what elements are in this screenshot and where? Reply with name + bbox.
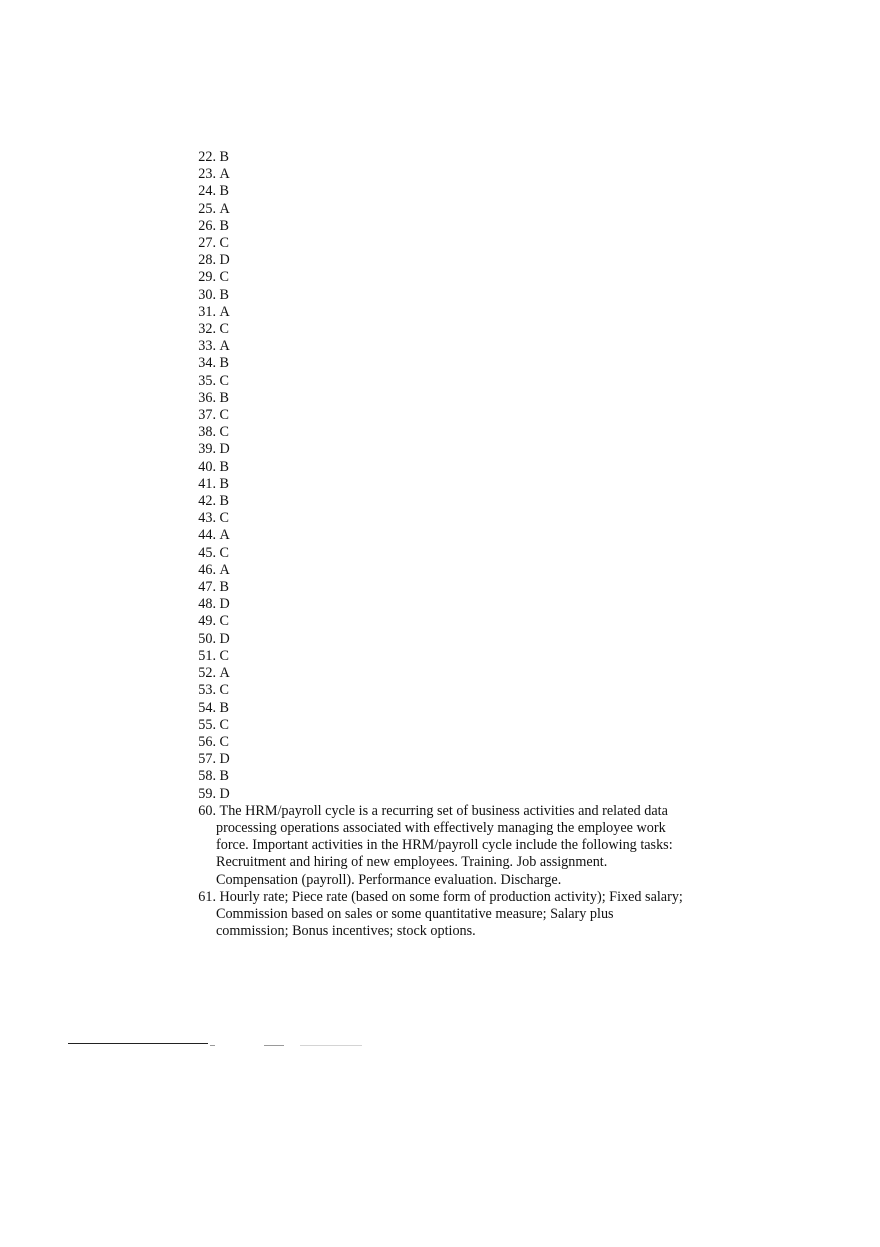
answer-number: 52. [198,665,216,682]
answer-text: A [216,200,230,217]
answer-number: 46. [198,561,216,578]
answer-text: B [216,475,230,492]
answer-text: C [216,424,230,441]
answer-item [190,717,720,734]
answer-item [190,441,720,458]
answer-number: 43. [198,510,216,527]
answer-text: C [216,613,230,630]
answer-number: 39. [198,441,216,458]
answer-number: 40. [198,458,216,475]
answer-text: A [216,561,230,578]
answer-item [190,596,720,613]
answer-text: B [216,493,230,510]
answer-text: B [216,149,230,165]
answer-item [190,390,720,407]
answer-text: B [216,389,230,406]
answer-number: 34. [198,355,216,372]
answer-text: B [216,355,230,372]
answer-text: B [216,286,230,303]
answer-number: 22. [198,149,216,165]
answer-text: C [216,716,230,733]
answer-text: B [216,217,230,234]
answer-item [190,631,720,648]
answer-text: A [216,665,230,682]
answer-item [190,648,720,665]
answer-item [190,459,720,476]
answer-text: A [216,338,230,355]
answer-text: C [216,269,230,286]
answer-item [190,218,720,235]
answer-number: 24. [198,183,216,200]
answer-number: 45. [198,544,216,561]
answer-item [190,476,720,493]
answer-text: A [216,303,230,320]
answer-number: 60. [198,802,216,819]
answer-item [190,183,720,200]
answer-text: C [216,407,230,424]
answer-item [190,786,720,803]
answer-number: 26. [198,217,216,234]
answer-item [190,149,720,166]
answer-number: 61. [198,888,216,905]
answer-number: 32. [198,321,216,338]
answer-text: B [216,579,230,596]
answer-number: 33. [198,338,216,355]
answer-item [190,321,720,338]
answer-number: 30. [198,286,216,303]
answer-number: 25. [198,200,216,217]
answer-item [190,287,720,304]
answer-number: 55. [198,716,216,733]
answer-number: 53. [198,682,216,699]
answer-number: 35. [198,372,216,389]
answer-number: 27. [198,235,216,252]
answer-item [190,373,720,390]
answer-number: 51. [198,647,216,664]
answer-item [190,665,720,682]
answer-text: A [216,527,230,544]
answer-item [190,166,720,183]
answer-number: 42. [198,493,216,510]
answer-number: 37. [198,407,216,424]
answer-item [190,613,720,630]
footnote-separator-rule [68,1043,208,1044]
answer-item [190,579,720,596]
answer-item [190,889,720,941]
answer-number: 31. [198,303,216,320]
answer-item [190,768,720,785]
scan-artifact [264,1045,284,1046]
answer-text: C [216,682,230,699]
answer-text: A [216,166,230,183]
answer-item [190,682,720,699]
answer-number: 57. [198,751,216,768]
answer-number: 41. [198,475,216,492]
answer-item [190,424,720,441]
answer-text: D [216,596,230,613]
answer-key-list [190,149,720,940]
answer-item [190,734,720,751]
answer-item [190,407,720,424]
answer-text: D [216,630,230,647]
answer-text: Hourly rate; Piece rate (based on some form of production activity); Fixed salary; Commission based on sales or some quantitative measure; Salary plus commission; Bonus incentives; stock options. [216,888,683,940]
answer-number: 47. [198,579,216,596]
answer-number: 23. [198,166,216,183]
answer-item [190,201,720,218]
answer-number: 58. [198,768,216,785]
answer-item [190,355,720,372]
answer-text: C [216,321,230,338]
scan-artifact [300,1045,362,1046]
answer-text: C [216,733,230,750]
answer-text: C [216,372,230,389]
answer-text: C [216,235,230,252]
answer-number: 49. [198,613,216,630]
answer-item [190,304,720,321]
answer-text: D [216,252,230,269]
answer-text: B [216,768,230,785]
answer-number: 59. [198,785,216,802]
answer-text: D [216,785,230,802]
answer-item [190,269,720,286]
answer-text: C [216,647,230,664]
scan-artifact [210,1045,215,1046]
answer-item [190,493,720,510]
answer-text: C [216,510,230,527]
answer-number: 36. [198,389,216,406]
answer-text: C [216,544,230,561]
answer-item [190,803,720,889]
answer-number: 44. [198,527,216,544]
answer-item [190,510,720,527]
answer-text: D [216,441,230,458]
answer-item [190,562,720,579]
answer-text: The HRM/payroll cycle is a recurring set of business activities and related data processing operations associated with effectively managing the employee work force. Important activities in the HRM/payroll cycle include the following tasks: Recruitment and hiring of new employees. Training. Job assignment. Compensation (payroll). Performance evaluation. Discharge. [216,802,673,888]
answer-text: B [216,458,230,475]
answer-text: B [216,183,230,200]
answer-number: 29. [198,269,216,286]
answer-item [190,700,720,717]
answer-item [190,252,720,269]
answer-number: 48. [198,596,216,613]
answer-number: 38. [198,424,216,441]
answer-item [190,338,720,355]
answer-number: 54. [198,699,216,716]
answer-item [190,527,720,544]
answer-text: B [216,699,230,716]
answer-number: 28. [198,252,216,269]
answer-item [190,235,720,252]
answer-number: 50. [198,630,216,647]
answer-item [190,545,720,562]
answer-item [190,751,720,768]
answer-number: 56. [198,733,216,750]
answer-text: D [216,751,230,768]
